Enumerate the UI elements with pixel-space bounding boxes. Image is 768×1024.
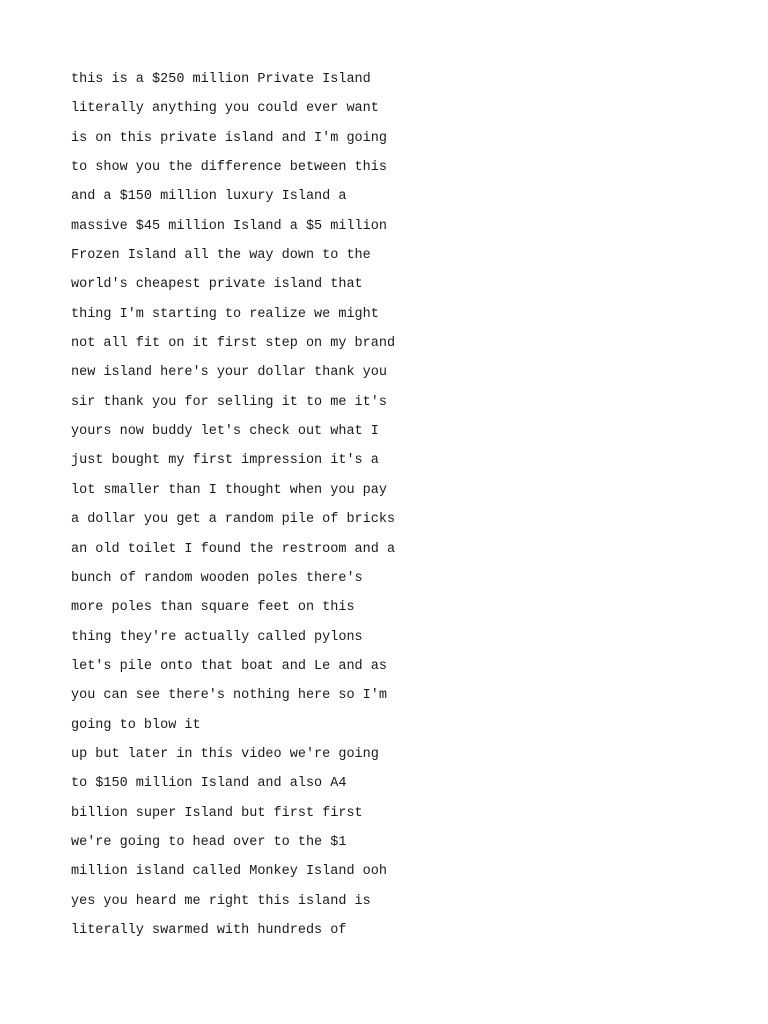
text-line: and a $150 million luxury Island a <box>71 189 347 205</box>
text-line: is on this private island and I'm going <box>71 130 387 146</box>
text-line: to $150 million Island and also A4 <box>71 776 347 792</box>
text-line: literally swarmed with hundreds of <box>71 922 347 938</box>
text-line: not all fit on it first step on my brand <box>71 336 396 352</box>
text-line: this is a $250 million Private Island <box>71 72 371 87</box>
text-line: up but later in this video we're going <box>71 746 379 762</box>
text-line: a dollar you get a random pile of bricks <box>71 512 396 528</box>
text-line: massive $45 million Island a $5 million <box>71 218 387 234</box>
text-line: let's pile onto that boat and Le and as <box>71 658 387 674</box>
text-line: lot smaller than I thought when you pay <box>71 482 387 498</box>
text-line: yes you heard me right this island is <box>71 893 371 909</box>
text-line: going to blow it <box>71 717 201 733</box>
text-line: new island here's your dollar thank you <box>71 365 387 381</box>
text-line: billion super Island but first first <box>71 805 363 821</box>
text-line: to show you the difference between this <box>71 160 387 176</box>
text-line: yours now buddy let's check out what I <box>71 424 379 440</box>
text-line: sir thank you for selling it to me it's <box>71 394 387 410</box>
text-line: thing I'm starting to realize we might <box>71 306 379 322</box>
text-line: just bought my first impression it's a <box>71 453 379 469</box>
text-line: more poles than square feet on this <box>71 600 355 616</box>
text-line: bunch of random wooden poles there's <box>71 570 363 586</box>
text-line: we're going to head over to the $1 <box>71 834 347 850</box>
text-line: world's cheapest private island that <box>71 277 363 293</box>
text-line: thing they're actually called pylons <box>71 629 363 645</box>
text-line: an old toilet I found the restroom and a <box>71 541 396 557</box>
text-line: million island called Monkey Island ooh <box>71 864 387 880</box>
transcript-text-block <box>71 70 691 950</box>
text-line: literally anything you could ever want <box>71 101 379 117</box>
text-line: you can see there's nothing here so I'm <box>71 688 387 704</box>
text-line: Frozen Island all the way down to the <box>71 248 371 264</box>
